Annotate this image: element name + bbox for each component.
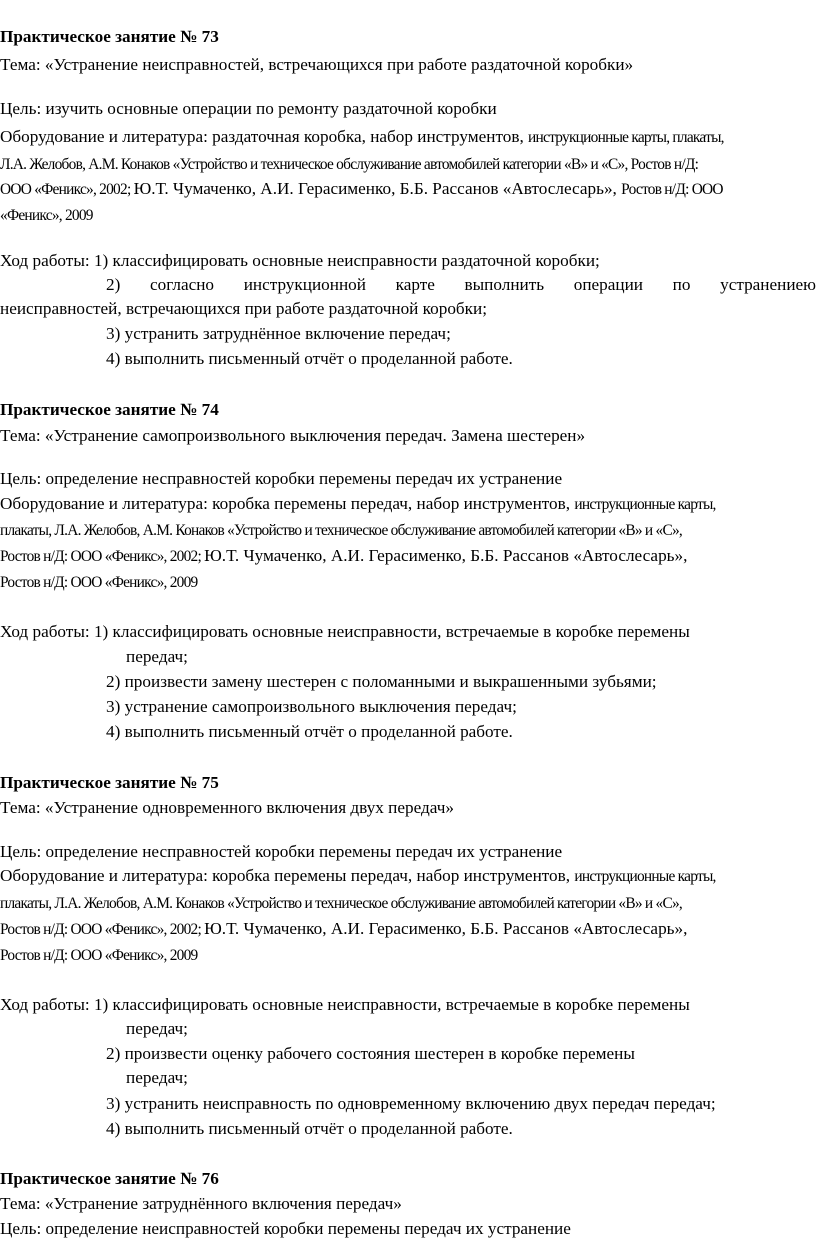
lesson-74-step-2: 2) произвести замену шестерен с поломанными и выкрашенными зубьями; <box>106 672 657 691</box>
equipment-text: Оборудование и литература: раздаточная коробка, набор инструментов, <box>0 127 529 146</box>
equipment-text-condensed: Ростов н/Д: ООО «Феникс», 2009 <box>0 947 198 964</box>
equipment-text-condensed: Ростов н/Д: ООО «Феникс», 2009 <box>0 574 198 591</box>
equipment-text-condensed: плакаты, Л.А. Желобов, А.М. Конаков «Устройство и техническое обслуживание автомобилей категории «В» и «С», <box>0 895 683 912</box>
lesson-73-step-1 <box>0 249 816 273</box>
lesson-76-goal: Цель: определение неисправностей коробки перемены передач их устранение <box>0 1219 571 1238</box>
lesson-75-topic: Тема: «Устранение одновременного включения двух передач» <box>0 798 454 817</box>
equipment-text-condensed: Ростов н/Д: ООО «Феникс», 2002; <box>0 548 205 565</box>
lesson-73-goal: Цель: изучить основные операции по ремонту раздаточной коробки <box>0 99 497 118</box>
lesson-74-heading: Практическое занятие № 74 <box>0 400 219 419</box>
lesson-75-step-3: 3) устранить неисправность по одновременному включению двух передач передач; <box>106 1094 716 1113</box>
lesson-75-step-1-cont: передач; <box>126 1019 188 1038</box>
lesson-75-goal: Цель: определение несправностей коробки перемены передач их устранение <box>0 842 563 861</box>
lesson-75-step-1 <box>0 993 816 1017</box>
lesson-74-step-4: 4) выполнить письменный отчёт о проделанной работе. <box>106 722 513 741</box>
lesson-73-equipment-line-3 <box>0 177 816 201</box>
step-text: 1) классифицировать основные неисправности раздаточной коробки; <box>93 251 600 270</box>
lesson-74-topic: Тема: «Устранение самопроизвольного выключения передач. Замена шестерен» <box>0 426 586 445</box>
lesson-75-heading: Практическое занятие № 75 <box>0 773 219 792</box>
lesson-74-equipment-line-3 <box>0 544 816 568</box>
lesson-74-equipment-line-2 <box>0 518 816 542</box>
lesson-76-heading: Практическое занятие № 76 <box>0 1169 219 1188</box>
equipment-text-condensed: Л.А. Желобов, А.М. Конаков «Устройство и техническое обслуживание автомобилей категории «В» и «С», Ростов н/Д: <box>0 156 699 173</box>
equipment-text-condensed: ООО «Феникс», 2002; <box>0 181 134 198</box>
steps-label: Ход работы: <box>0 251 94 270</box>
lesson-75-step-2: 2) произвести оценку рабочего состояния шестерен в коробке перемены <box>106 1044 635 1063</box>
lesson-73-step-4: 4) выполнить письменный отчёт о проделанной работе. <box>106 349 513 368</box>
equipment-text: Оборудование и литература: коробка перемены передач, набор инструментов, <box>0 866 575 885</box>
step-text: 1) классифицировать основные неисправности, встречаемые в коробке перемены <box>93 995 690 1014</box>
lesson-75-equipment-line-3 <box>0 917 816 941</box>
equipment-text-condensed: «Феникс», 2009 <box>0 207 93 224</box>
equipment-text-condensed: Ростов н/Д: ООО <box>621 181 723 198</box>
lesson-75-equipment-line-4 <box>0 943 816 967</box>
lesson-75-equipment-line-2 <box>0 891 816 915</box>
steps-label: Ход работы: <box>0 622 94 641</box>
lesson-74-goal: Цель: определение несправностей коробки перемены передач их устранение <box>0 469 563 488</box>
equipment-text-condensed: плакаты, Л.А. Желобов, А.М. Конаков «Устройство и техническое обслуживание автомобилей категории «В» и «С», <box>0 522 683 539</box>
steps-label: Ход работы: <box>0 995 94 1014</box>
lesson-74-step-1-cont: передач; <box>126 647 188 666</box>
step-text: 1) классифицировать основные неисправности, встречаемые в коробке перемены <box>93 622 690 641</box>
equipment-text-condensed: Ростов н/Д: ООО «Феникс», 2002; <box>0 921 205 938</box>
lesson-73-equipment-line-1 <box>0 125 816 149</box>
lesson-74-step-3: 3) устранение самопроизвольного выключения передач; <box>106 697 517 716</box>
equipment-text-condensed: инструкционные карты, <box>574 868 716 885</box>
lesson-73-equipment-line-4 <box>0 203 816 227</box>
equipment-text-condensed: инструкционные карты, плакаты, <box>528 129 724 146</box>
equipment-text-condensed: инструкционные карты, <box>574 496 716 513</box>
lesson-73-step-2-cont: неисправностей, встречающихся при работе раздаточной коробки; <box>0 299 487 318</box>
lesson-76-topic: Тема: «Устранение затруднённого включения передач» <box>0 1194 402 1213</box>
lesson-75-step-4: 4) выполнить письменный отчёт о проделанной работе. <box>106 1119 513 1138</box>
lesson-73-topic: Тема: «Устранение неисправностей, встречающихся при работе раздаточной коробки» <box>0 55 634 74</box>
equipment-text: Ю.Т. Чумаченко, А.И. Герасименко, Б.Б. Рассанов «Автослесарь», <box>204 919 688 938</box>
lesson-74-equipment-line-4 <box>0 570 816 594</box>
lesson-75-equipment-line-1 <box>0 864 816 888</box>
equipment-text: Ю.Т. Чумаченко, А.И. Герасименко, Б.Б. Рассанов «Автослесарь», <box>204 546 688 565</box>
equipment-text: Оборудование и литература: коробка перемены передач, набор инструментов, <box>0 494 575 513</box>
lesson-73-equipment-line-2 <box>0 152 816 176</box>
lesson-75-step-2-cont: передач; <box>126 1068 188 1087</box>
lesson-74-step-1 <box>0 620 816 644</box>
lesson-73-heading: Практическое занятие № 73 <box>0 27 219 46</box>
equipment-text: Ю.Т. Чумаченко, А.И. Герасименко, Б.Б. Рассанов «Автослесарь», <box>133 179 622 198</box>
lesson-74-equipment-line-1 <box>0 492 816 516</box>
lesson-73-step-3: 3) устранить затруднённое включение передач; <box>106 324 451 343</box>
lesson-73-step-2: 2) согласно инструкционной карте выполнить операции по устранениею <box>106 275 816 294</box>
